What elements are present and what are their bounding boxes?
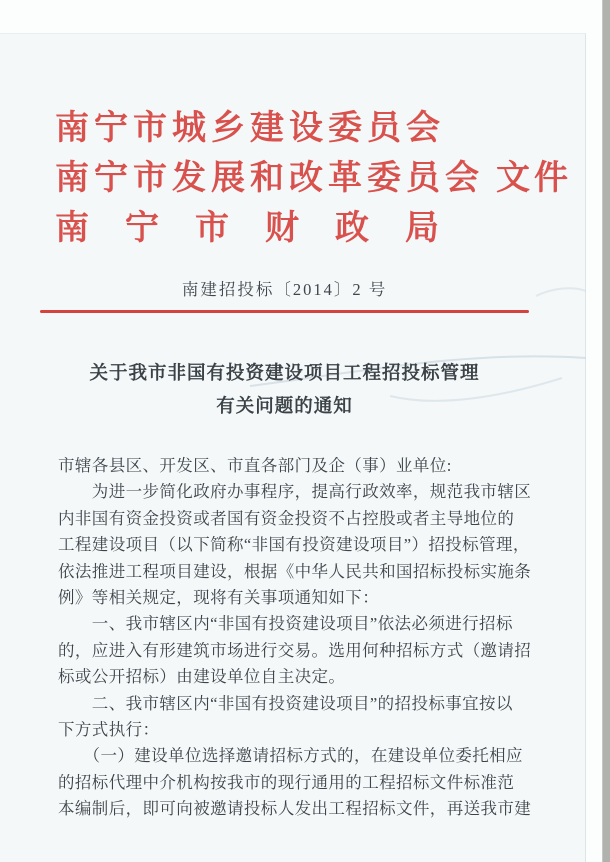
body-text-line: 工程建设项目（以下简称“非国有投资建设项目”）招投标管理， — [58, 535, 530, 555]
document-title-line2: 有关问题的通知 — [216, 397, 353, 417]
issuing-org-development-reform — [55, 162, 572, 196]
body-text-line: 内非国有资金投资或者国有资金投资不占控股或者主导地位的 — [58, 508, 515, 528]
body-text-line: 的招标代理中介机构按我市的现行通用的工程招标文件标准范 — [58, 772, 515, 792]
body-text-line: 市辖各县区、开发区、市直各部门及企（事）业单位: — [58, 456, 452, 475]
body-text-line: 下方式执行： — [58, 720, 160, 740]
red-separator-line — [40, 310, 529, 313]
body-text-line: 一、我市辖区内“非国有投资建设项目”依法必须进行招标 — [58, 614, 513, 634]
issuing-org-finance-bureau: 南宁市财政局 — [55, 210, 475, 247]
scan-edge-shadow — [602, 0, 610, 862]
issuing-org-development-reform-name: 南宁市发展和改革委员会 — [55, 160, 484, 197]
document-title-line1: 关于我市非国有投资建设项目工程招投标管理 — [89, 364, 480, 384]
body-text-line: 二、我市辖区内“非国有投资建设项目”的招投标事宜按以 — [58, 693, 513, 713]
doc-type-label: 文件 — [496, 160, 572, 197]
body-text-line: 的，应进入有形建筑市场进行交易。选用何种招标方式（邀请招 — [58, 640, 532, 660]
body-text-line: 为进一步简化政府办事程序，提高行政效率，规范我市辖区 — [58, 482, 532, 502]
document-title — [40, 358, 529, 424]
document-body — [58, 453, 532, 823]
issuing-org-construction-committee: 南宁市城乡建设委员会 — [55, 110, 445, 147]
document-number: 南建招投标〔2014〕2 号 — [181, 280, 388, 299]
body-text-line: 依法推进工程项目建设，根据《中华人民共和国招标投标实施条 — [58, 561, 532, 581]
document-paper — [0, 33, 586, 862]
body-text-line: 本编制后，即可向被邀请投标人发出工程招标文件，再送我市建 — [58, 799, 532, 819]
body-text-line: 标或公开招标）由建设单位自主决定。 — [58, 667, 346, 687]
body-text-line: （一）建设单位选择邀请招标方式的，在建设单位委托相应 — [58, 746, 523, 766]
body-text-line: 例》等相关规定，现将有关事项通知如下： — [58, 588, 380, 608]
